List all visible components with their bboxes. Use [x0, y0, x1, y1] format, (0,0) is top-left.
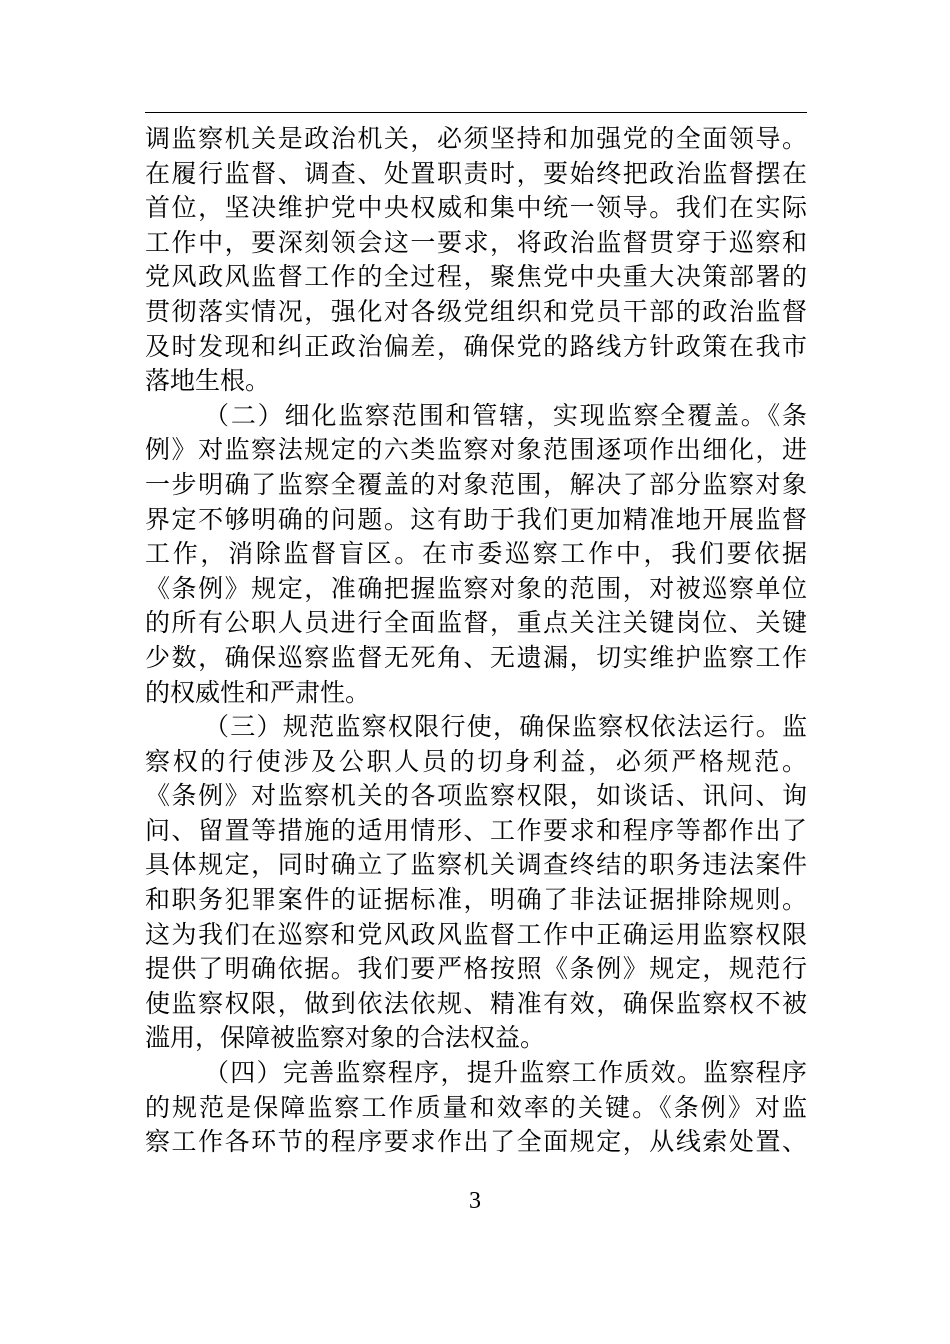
text-line: 一步明确了监察全覆盖的对象范围，解决了部分监察对象 [145, 469, 807, 499]
text-line: 的权威性和严肃性。 [145, 677, 371, 707]
paragraph-heading-line: （二）细化监察范围和管辖，实现监察全覆盖。《条 [204, 400, 807, 430]
text-line: 少数，确保巡察监督无死角、无遗漏，切实维护监察工作 [145, 642, 807, 672]
text-line: 界定不够明确的问题。这有助于我们更加精准地开展监督 [145, 504, 807, 534]
text-line: 察权的行使涉及公职人员的切身利益，必须严格规范。 [145, 746, 807, 776]
text-line: 滥用，保障被监察对象的合法权益。 [145, 1023, 546, 1053]
text-line: 问、留置等措施的适用情形、工作要求和程序等都作出了 [145, 815, 807, 845]
paragraph-heading-line: （三）规范监察权限行使，确保监察权依法运行。监 [204, 712, 807, 742]
text-line: 首位，坚决维护党中央权威和集中统一领导。我们在实际 [145, 193, 807, 223]
text-line: 贯彻落实情况，强化对各级党组织和党员干部的政治监督 [145, 296, 807, 326]
paragraph-heading-line: （四）完善监察程序，提升监察工作质效。监察程序 [204, 1058, 807, 1088]
text-line: 调监察机关是政治机关，必须坚持和加强党的全面领导。 [145, 124, 807, 153]
text-line: 使监察权限，做到依法依规、精准有效，确保监察权不被 [145, 988, 807, 1018]
text-line: 党风政风监督工作的全过程，聚焦党中央重大决策部署的 [145, 262, 807, 292]
text-line: 提供了明确依据。我们要严格按照《条例》规定，规范行 [145, 954, 807, 984]
page-number: 3 [469, 1188, 481, 1214]
text-line: 具体规定，同时确立了监察机关调查终结的职务违法案件 [145, 850, 807, 880]
text-line: 例》对监察法规定的六类监察对象范围逐项作出细化，进 [145, 435, 807, 465]
text-line: 的规范是保障监察工作质量和效率的关键。《条例》对监 [145, 1092, 807, 1122]
text-line: 《条例》对监察机关的各项监察权限，如谈话、讯问、询 [145, 781, 807, 811]
text-line: 的所有公职人员进行全面监督，重点关注关键岗位、关键 [145, 608, 807, 638]
text-line: 在履行监督、调查、处置职责时，要始终把政治监督摆在 [145, 158, 807, 188]
text-line: 这为我们在巡察和党风政风监督工作中正确运用监察权限 [145, 919, 807, 949]
header-rule [145, 112, 807, 113]
text-line: 及时发现和纠正政治偏差，确保党的路线方针政策在我市 [145, 331, 807, 361]
text-line: 《条例》规定，准确把握监察对象的范围，对被巡察单位 [145, 573, 807, 603]
text-line: 工作，消除监督盲区。在市委巡察工作中，我们要依据 [145, 539, 807, 569]
text-line: 察工作各环节的程序要求作出了全面规定，从线索处置、 [145, 1127, 807, 1157]
text-line: 和职务犯罪案件的证据标准，明确了非法证据排除规则。 [145, 885, 807, 915]
document-body [145, 122, 807, 1160]
text-line: 落地生根。 [145, 366, 271, 396]
text-line: 工作中，要深刻领会这一要求，将政治监督贯穿于巡察和 [145, 227, 807, 257]
